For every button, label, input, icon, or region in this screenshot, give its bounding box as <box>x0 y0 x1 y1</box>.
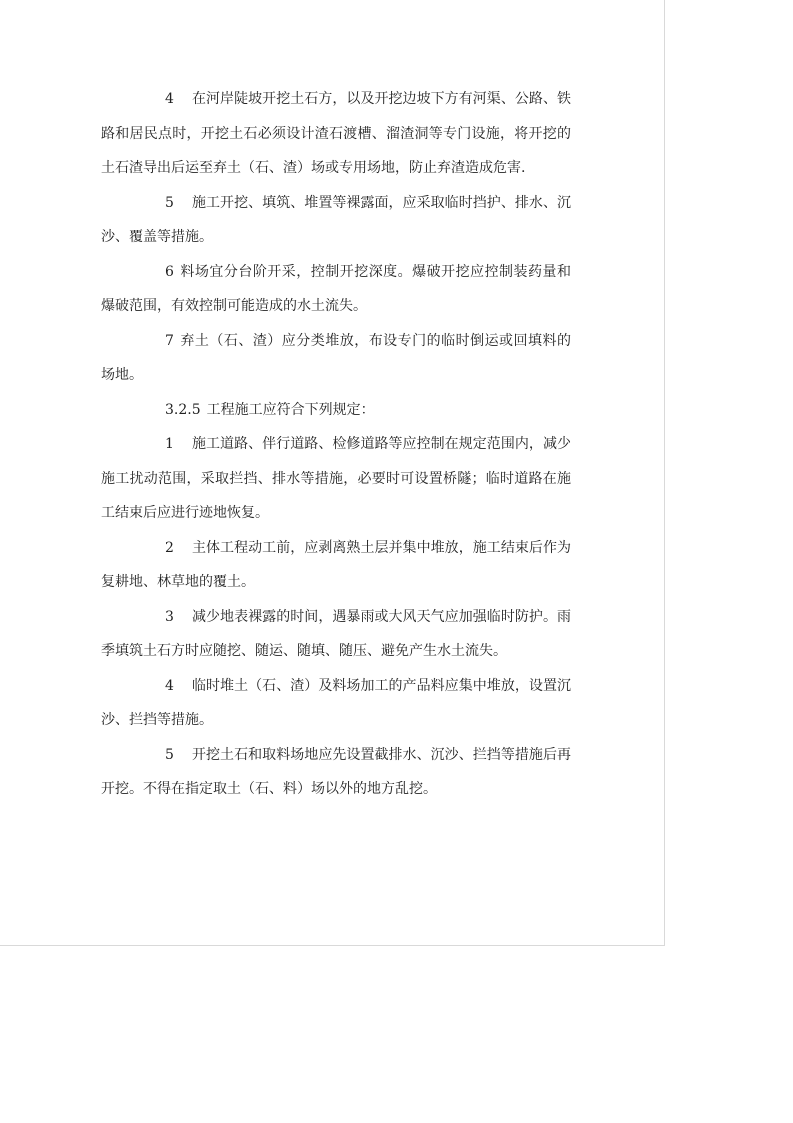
item-text: 临时堆土（石、渣）及料场加工的产品料应集中堆放，设置沉沙、拦挡等措施。 <box>101 677 571 728</box>
paragraph-item-4b <box>101 669 571 738</box>
item-number: 4 <box>165 91 174 107</box>
paragraph-item-1 <box>101 427 571 531</box>
paragraph-item-2 <box>101 531 571 600</box>
item-text: 开挖土石和取料场地应先设置截排水、沉沙、拦挡等措施后再开挖。不得在指定取土（石、料）场以外的地方乱挖。 <box>101 746 571 797</box>
item-number: 5 <box>165 746 174 763</box>
item-text: 减少地表裸露的时间，遇暴雨或大风天气应加强临时防护。雨季填筑土石方时应随挖、随运、随填、随压、避免产生水土流失。 <box>101 608 571 659</box>
paragraph-item-5 <box>101 186 571 255</box>
item-number: 6 <box>165 263 174 280</box>
section-heading-3-2-5 <box>101 393 571 428</box>
paragraph-item-3 <box>101 600 571 669</box>
item-text: 弃土（石、渣）应分类堆放，布设专门的临时倒运或回填料的场地。 <box>101 332 571 383</box>
item-text: 施工开挖、填筑、堆置等裸露面，应采取临时挡护、排水、沉沙、覆盖等措施。 <box>101 194 571 245</box>
item-number: 3 <box>165 608 174 625</box>
item-number: 7 <box>165 332 174 349</box>
item-number: 5 <box>165 194 174 211</box>
item-number: 1 <box>165 436 174 452</box>
paragraph-item-7 <box>101 324 571 393</box>
item-text: 在河岸陡坡开挖土石方，以及开挖边坡下方有河渠、公路、铁路和居民点时，开挖土石必须设计渣石渡槽、溜渣洞等专门设施，将开挖的土石渣导出后运至弃土（石、渣）场或专用场地，防止弃渣造成危害. <box>101 91 571 176</box>
item-number: 2 <box>165 539 174 556</box>
item-number: 4 <box>165 677 174 694</box>
section-text: 工程施工应符合下列规定： <box>206 401 375 418</box>
paragraph-item-5b <box>101 738 571 807</box>
item-text: 料场宜分台阶开采，控制开挖深度。爆破开挖应控制装药量和爆破范围，有效控制可能造成的水土流失。 <box>101 263 571 314</box>
document-body <box>101 82 571 807</box>
item-text: 主体工程动工前，应剥离熟土层并集中堆放，施工结束后作为复耕地、林草地的覆土。 <box>101 539 571 590</box>
paragraph-item-6 <box>101 255 571 324</box>
paragraph-item-4 <box>101 82 571 186</box>
section-number: 3.2.5 <box>165 401 201 418</box>
item-text: 施工道路、伴行道路、检修道路等应控制在规定范围内，减少施工扰动范围，采取拦挡、排水等措施，必要时可设置桥隧；临时道路在施工结束后应进行迹地恢复。 <box>101 436 571 521</box>
